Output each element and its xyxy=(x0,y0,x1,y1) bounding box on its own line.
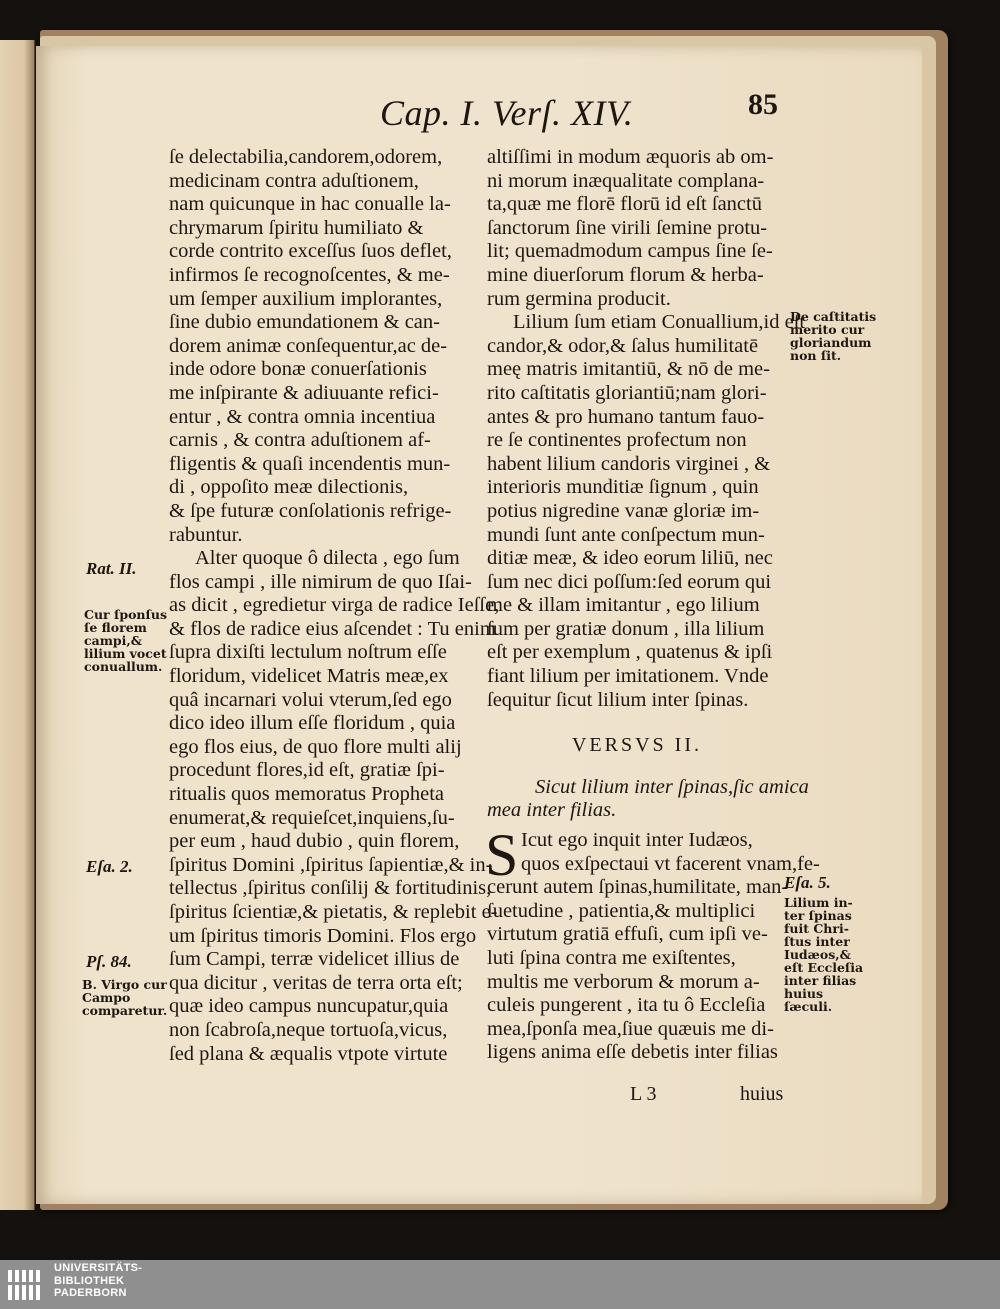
signature-mark: L 3 xyxy=(630,1083,657,1105)
text-line: um ſemper auxilium implorantes, xyxy=(169,287,443,310)
margin-note-line: ſæculi. xyxy=(784,999,833,1014)
margin-note-line: lilium vocet xyxy=(84,646,167,661)
text-line: Alter quoque ô dilecta , ego ſum xyxy=(195,547,460,570)
left-text-column xyxy=(169,146,500,1066)
text-line: flos campi , ille nimirum de quo Iſai- xyxy=(169,570,472,593)
text-line: antes & pro humano tantum fauo- xyxy=(487,405,765,428)
text-line: non ſcabroſa,neque tortuoſa,vicus, xyxy=(169,1018,448,1041)
text-line: rabuntur. xyxy=(169,523,243,546)
text-line: eſt per exemplum , quatenus & ipſi xyxy=(487,641,773,664)
catchword: huius xyxy=(740,1083,784,1105)
text-line: mundi ſunt ante conſpectum mun- xyxy=(487,523,765,546)
text-line: me inſpirante & adiuuante refici- xyxy=(169,381,439,404)
margin-note-line: campi,& xyxy=(84,633,143,648)
text-line: candor,& odor,& ſalus humilitatē xyxy=(487,334,759,357)
margin-note-cur-sponsus xyxy=(84,608,167,673)
verse-line: mea inter filias. xyxy=(487,799,617,822)
text-line: fiant lilium per imitationem. Vnde xyxy=(487,665,769,688)
text-line: ſum per gratiæ donum , illa lilium xyxy=(487,617,765,640)
text-line: ſpiritus ſcientiæ,& pietatis, & replebit e- xyxy=(169,901,498,923)
margin-note-line: gloriandum xyxy=(790,335,872,350)
margin-note-lilium-inter xyxy=(784,896,863,1013)
text-line: re ſe continentes profectum non xyxy=(487,429,747,452)
text-line: carnis , & contra aduſtionem af- xyxy=(169,429,431,452)
margin-note-line: huius xyxy=(784,986,824,1001)
text-line: potius nigredine vanæ gloriæ im- xyxy=(487,499,760,522)
text-line: ſuetudine , patientia,& multiplici xyxy=(487,899,756,922)
text-line: ditiæ meæ, & ideo eorum liliū, nec xyxy=(487,547,773,570)
text-line: quâ incarnari volui vterum,ſed ego xyxy=(169,688,452,711)
margin-note-rat: Rat. II. xyxy=(86,559,137,578)
text-line: um ſpiritus timoris Domini. Flos ergo xyxy=(169,924,477,947)
margin-note-esa2: Eſa. 2. xyxy=(86,857,133,876)
library-name-line: BIBLIOTHEK xyxy=(54,1274,125,1287)
text-line: cerunt autem ſpinas,humilitate, man- xyxy=(487,876,789,899)
margin-note-line: ſe florem xyxy=(84,620,147,635)
text-line: ego flos eius, de quo flore multi alij xyxy=(169,735,462,758)
text-line: interioris munditiæ ſignum , quin xyxy=(487,476,759,499)
text-line: ligens anima eſſe debetis inter filias xyxy=(487,1041,778,1064)
margin-note-esa5: Eſa. 5. xyxy=(784,873,831,892)
text-line: quos exſpectaui vt facerent vnam,fe- xyxy=(521,852,820,875)
text-line: ſanctorum ſine virili ſemine protu- xyxy=(487,216,768,239)
text-line: Icut ego inquit inter Iudæos, xyxy=(521,829,753,852)
text-line: procedunt flores,id eſt, gratiæ ſpi- xyxy=(169,759,445,782)
margin-note-line: Cur ſponſus xyxy=(84,607,168,622)
text-line: & flos de radice eius aſcendet : Tu enim xyxy=(169,617,496,640)
text-line: enumerat,& requieſcet,inquiens,ſu- xyxy=(169,806,455,829)
text-line: luti ſpina contra me exiſtentes, xyxy=(487,947,736,969)
text-line: ſine dubio emundationem & can- xyxy=(169,311,440,334)
book-page xyxy=(36,46,922,1204)
text-line: altiſſimi in modum æquoris ab om- xyxy=(487,146,774,168)
text-line: mea,ſponſa mea,ſiue quæuis me di- xyxy=(487,1017,774,1040)
text-line: entur , & contra omnia incentiua xyxy=(169,405,436,428)
text-line: nam quicunque in hac conualle la- xyxy=(169,193,451,216)
text-line: ſupra dixiſti lectulum noſtrum eſſe xyxy=(169,641,447,664)
footer-bar xyxy=(0,1260,1000,1309)
text-line: habent lilium candoris virginei , & xyxy=(487,452,771,475)
text-line: rito caſtitatis gloriantiū;nam glori- xyxy=(487,381,767,404)
text-line: lit; quemadmodum campus ſine ſe- xyxy=(487,240,773,263)
text-line: ſum Campi, terræ videlicet illius de xyxy=(169,948,460,971)
margin-note-line: Campo xyxy=(82,990,131,1005)
text-line: dorem animæ conſequentur,ac de- xyxy=(169,334,448,357)
text-line: ta,quæ me florē florū id eſt ſanctū xyxy=(487,193,762,216)
margin-note-line: ter ſpinas xyxy=(784,908,852,923)
text-line: meę matris imitantiū, & nō de me- xyxy=(487,358,770,381)
text-line: virtutum gratiā effuſi, cum ipſi ve- xyxy=(487,923,768,946)
margin-note-castitatis xyxy=(790,310,876,362)
text-line: culeis pungerent , ita tu ô Eccleſia xyxy=(487,994,766,1017)
margin-note-line: inter filias xyxy=(784,973,857,988)
margin-note-line: merito cur xyxy=(790,322,865,337)
text-line: quæ ideo campus nuncupatur,quia xyxy=(169,995,449,1018)
margin-note-ps84: Pſ. 84. xyxy=(86,952,132,971)
text-line: mine diuerſorum florum & herba- xyxy=(487,263,764,286)
text-line: & ſpe futuræ conſolationis refrige- xyxy=(169,499,452,522)
text-line: ſpiritus Domini ,ſpiritus ſapientiæ,& in- xyxy=(169,853,493,876)
text-line: as dicit , egredietur virga de radice Ieſſe, xyxy=(169,594,500,617)
text-line: qua dicitur , veritas de terra orta eſt; xyxy=(169,971,463,994)
margin-note-line: comparetur. xyxy=(82,1003,168,1018)
page-number: 85 xyxy=(748,88,778,121)
text-line: per eum , haud dubio , quin florem, xyxy=(169,830,460,853)
text-line: di , oppoſito meæ dilectionis, xyxy=(169,476,409,499)
text-line: me & illam imitantur , ego lilium xyxy=(487,594,760,617)
text-line: rum germina producit. xyxy=(487,287,671,310)
margin-note-line: non ſit. xyxy=(790,348,842,363)
text-line: ni morum inæqualitate complana- xyxy=(487,169,765,192)
text-line: fligentis & quaſi incendentis mun- xyxy=(169,452,451,475)
text-line: chrymarum ſpiritu humiliato & xyxy=(169,216,424,239)
text-line: ſed plana & æqualis vtpote virtute xyxy=(169,1042,448,1065)
text-line: ſe delectabilia,candorem,odorem, xyxy=(169,146,443,168)
text-line: Lilium ſum etiam Conuallium,id eſt xyxy=(513,311,806,334)
verse-line: Sicut lilium inter ſpinas,ſic amica xyxy=(535,775,809,798)
dropcap-letter: S xyxy=(485,822,519,889)
margin-note-line: eſt Eccleſia xyxy=(784,960,864,975)
library-logo-icon xyxy=(6,1266,46,1304)
library-name-line: PADERBORN xyxy=(54,1287,127,1299)
margin-note-line: De caſtitatis xyxy=(790,309,877,324)
text-line: ſequitur ſicut lilium inter ſpinas. xyxy=(487,688,749,711)
margin-note-virgo xyxy=(82,978,167,1017)
margin-note-line: fuit Chri- xyxy=(784,921,849,936)
running-head: Cap. I. Verſ. XIV. xyxy=(380,93,634,133)
margin-note-line: Lilium in- xyxy=(784,895,853,910)
text-line: ſum nec dici poſſum:ſed eorum qui xyxy=(487,570,772,593)
library-name xyxy=(54,1262,142,1300)
margin-note-line: conuallum. xyxy=(84,659,163,674)
margin-note-line: B. Virgo cur xyxy=(82,977,167,992)
text-line: multis me verborum & morum a- xyxy=(487,970,760,993)
text-line: floridum, videlicet Matris meæ,ex xyxy=(169,665,449,688)
library-name-line: UNIVERSITÄTS- xyxy=(54,1262,143,1274)
text-line: infirmos ſe recognoſcentes, & me- xyxy=(169,263,450,286)
text-line: ritualis quos memoratus Propheta xyxy=(169,783,444,806)
text-line: dico ideo illum eſſe floridum , quia xyxy=(169,712,456,735)
margin-note-line: Iudæos,& xyxy=(784,947,851,962)
text-line: corde contrito exceſſus ſuos deflet, xyxy=(169,240,452,263)
text-line: medicinam contra aduſtionem, xyxy=(169,169,419,192)
right-column-top xyxy=(487,146,806,712)
margin-note-line: ſtus inter xyxy=(784,934,850,949)
text-line: tellectus ,ſpiritus conſilij & fortitudinis, xyxy=(169,877,492,900)
text-line: inde odore bonæ conuerſationis xyxy=(169,358,427,381)
section-title: VERSVS II. xyxy=(571,734,702,757)
